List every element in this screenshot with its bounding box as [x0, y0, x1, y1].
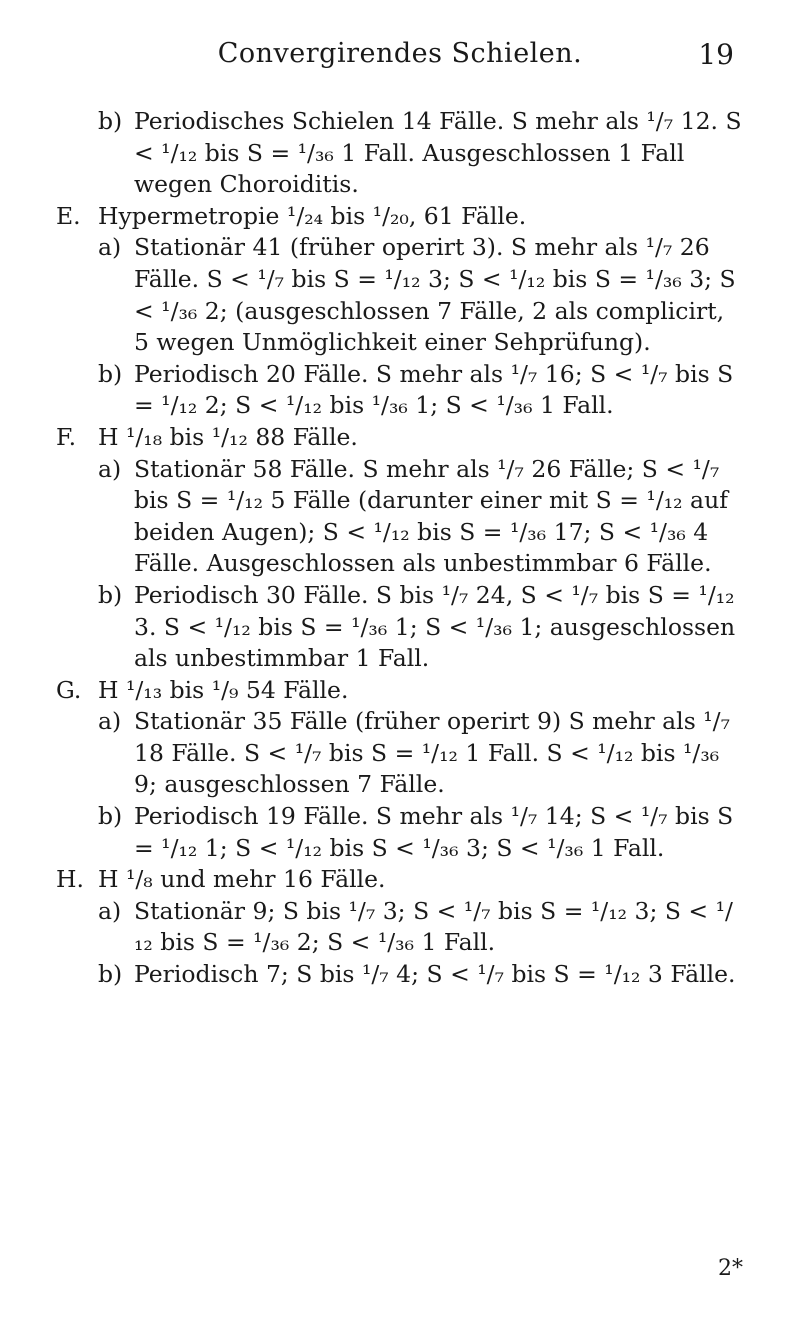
item-marker: b) — [98, 802, 123, 831]
item-marker: a) — [98, 896, 122, 925]
list-item — [56, 675, 744, 707]
list-item — [56, 454, 744, 580]
item-text: Periodisch 30 Fälle. S bis ¹/₇ 24, S < ¹/₇ bis S = ¹/₁₂ 3. S < ¹/₁₂ bis S = ¹/₃₆ 1; S < ¹/₃₆ 1; ausgeschlossen als unbestimmbar 1 Fall. — [134, 580, 736, 673]
item-text: Stationär 9; S bis ¹/₇ 3; S < ¹/₇ bis S = ¹/₁₂ 3; S < ¹/₁₂ bis S = ¹/₃₆ 2; S < ¹/₃₆ 1 Fall. — [134, 896, 733, 957]
list-item — [56, 232, 744, 358]
list-item — [56, 864, 744, 896]
item-marker: b) — [98, 580, 123, 609]
section-marker: H. — [56, 865, 84, 894]
item-text: Periodisch 20 Fälle. S mehr als ¹/₇ 16; S < ¹/₇ bis S = ¹/₁₂ 2; S < ¹/₁₂ bis ¹/₃₆ 1; S < ¹/₃₆ 1 Fall. — [134, 359, 734, 420]
section-marker: G. — [56, 675, 82, 704]
item-marker: b) — [98, 359, 123, 388]
list-item — [56, 422, 744, 454]
item-marker: a) — [98, 454, 122, 483]
item-text: H ¹/₈ und mehr 16 Fälle. — [98, 865, 386, 894]
list-item — [56, 580, 744, 675]
list-item — [56, 106, 744, 201]
section-marker: F. — [56, 422, 77, 451]
list-item — [56, 959, 744, 991]
item-text: H ¹/₁₃ bis ¹/₉ 54 Fälle. — [98, 675, 349, 704]
page-number: 19 — [698, 38, 734, 71]
running-head: Convergirendes Schielen. — [217, 38, 583, 69]
item-marker: b) — [98, 107, 123, 135]
item-text: Hypermetropie ¹/₂₄ bis ¹/₂₀, 61 Fälle. — [98, 201, 527, 230]
item-text: Stationär 41 (früher operirt 3). S mehr als ¹/₇ 26 Fälle. S < ¹/₇ bis S = ¹/₁₂ 3; S < ¹/₁₂ bis S = ¹/₃₆ 3; S < ¹/₃₆ 2; (ausgeschlossen 7 Fälle, 2 als complicirt, 5 wegen Unmöglichkeit einer Sehprüfung). — [134, 233, 736, 357]
item-text: Periodisch 7; S bis ¹/₇ 4; S < ¹/₇ bis S = ¹/₁₂ 3 Fälle. — [134, 960, 736, 989]
page-body — [56, 106, 744, 991]
item-marker: a) — [98, 707, 122, 736]
item-marker: b) — [98, 960, 123, 989]
item-text: Stationär 58 Fälle. S mehr als ¹/₇ 26 Fälle; S < ¹/₇ bis S = ¹/₁₂ 5 Fälle (darunter einer mit S = ¹/₁₂ auf beiden Augen); S < ¹/₁₂ bis S = ¹/₃₆ 17; S < ¹/₃₆ 4 Fälle. Ausgeschlossen als unbestimmbar 6 Fälle. — [134, 454, 728, 578]
page-header — [56, 38, 744, 78]
list-item — [56, 359, 744, 422]
item-text: H ¹/₁₈ bis ¹/₁₂ 88 Fälle. — [98, 422, 358, 451]
item-text: Periodisches Schielen 14 Fälle. S mehr als ¹/₇ 12. S < ¹/₁₂ bis S = ¹/₃₆ 1 Fall. Ausgeschlossen 1 Fall wegen Choroiditis. — [134, 107, 742, 199]
item-text: Periodisch 19 Fälle. S mehr als ¹/₇ 14; S < ¹/₇ bis S = ¹/₁₂ 1; S < ¹/₁₂ bis S < ¹/₃₆ 3; S < ¹/₃₆ 1 Fall. — [134, 802, 734, 862]
item-text: Stationär 35 Fälle (früher operirt 9) S mehr als ¹/₇ 18 Fälle. S < ¹/₇ bis S = ¹/₁₂ 1 Fall. S < ¹/₁₂ bis ¹/₃₆ 9; ausgeschlossen 7 Fälle. — [134, 707, 730, 799]
list-item — [56, 201, 744, 233]
item-marker: a) — [98, 233, 122, 262]
list-item — [56, 896, 744, 959]
list-item — [56, 706, 744, 801]
section-marker: E. — [56, 201, 81, 230]
list-item — [56, 801, 744, 864]
signature-mark: 2* — [718, 1256, 743, 1281]
